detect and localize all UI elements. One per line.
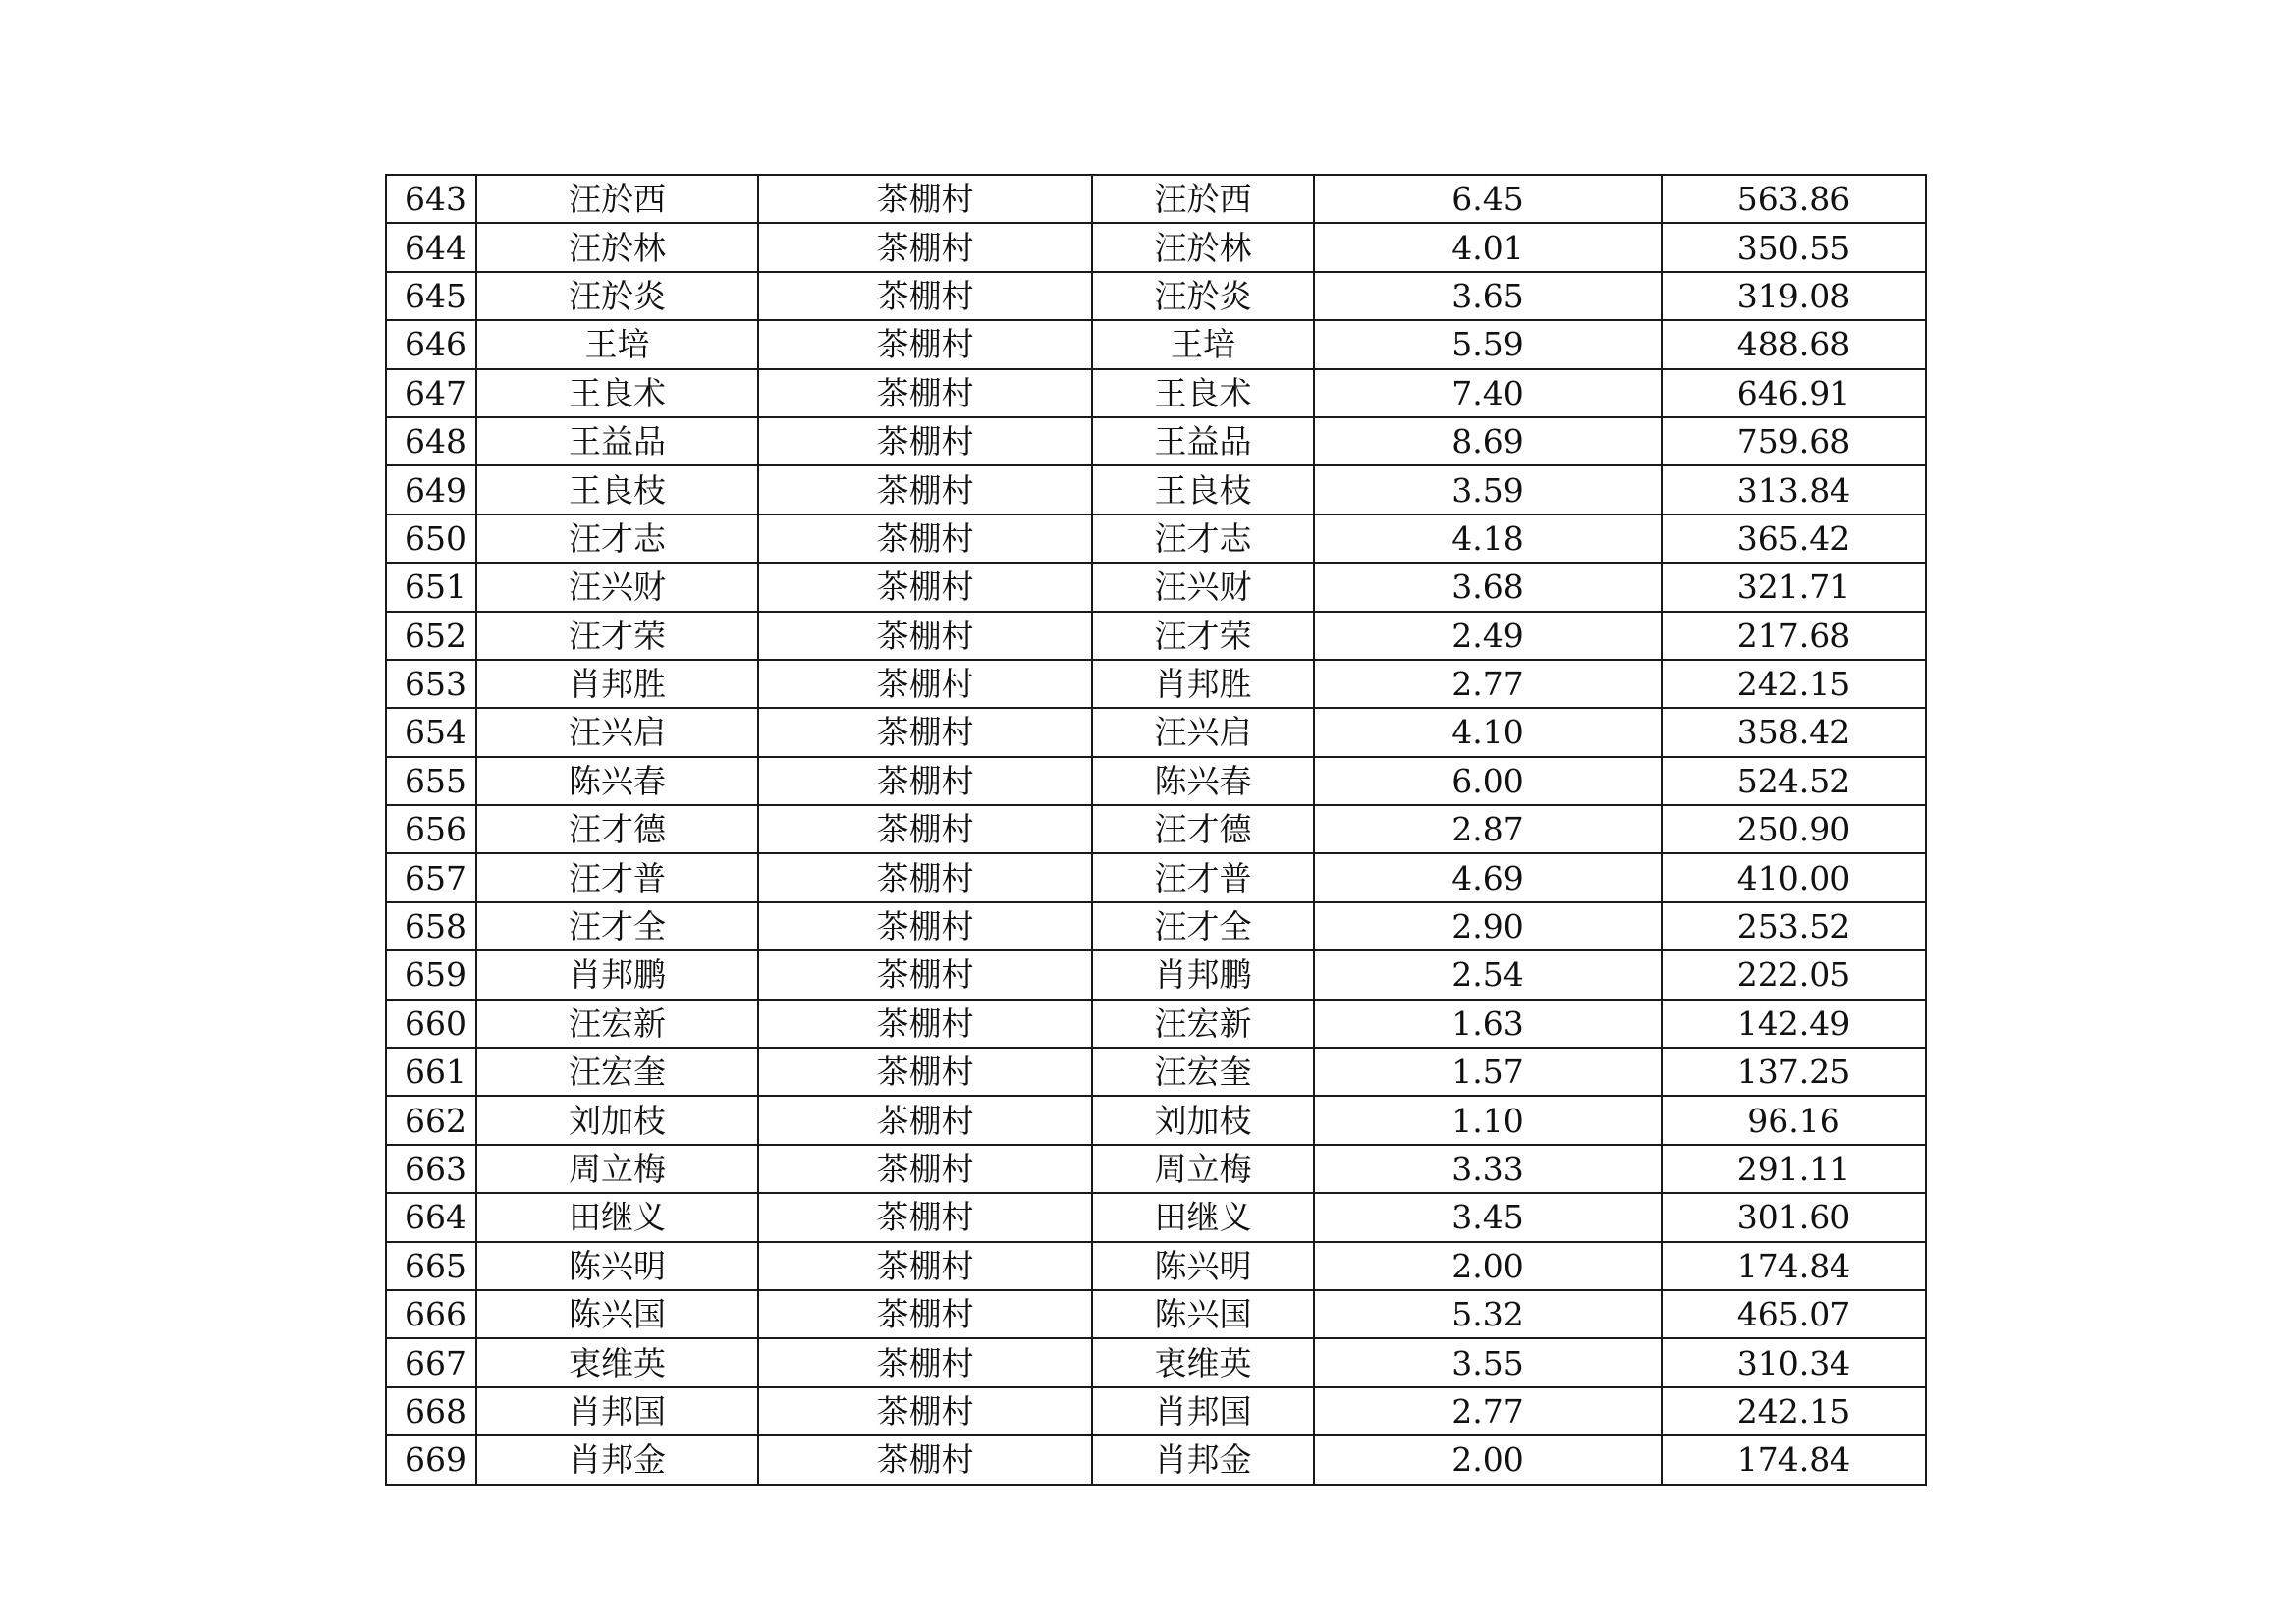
village-cell: 茶棚村 [758, 1242, 1092, 1290]
amount-cell: 321.71 [1662, 563, 1926, 611]
row-number-cell: 663 [386, 1145, 476, 1193]
area-cell: 2.00 [1314, 1435, 1662, 1484]
amount-cell: 524.52 [1662, 757, 1926, 805]
row-number-cell: 661 [386, 1048, 476, 1096]
table-row [386, 1145, 1926, 1193]
row-number-cell: 653 [386, 660, 476, 708]
name-cell: 陈兴春 [476, 757, 758, 805]
name-cell: 汪於西 [476, 175, 758, 223]
row-number-cell: 649 [386, 465, 476, 514]
name-cell: 肖邦国 [476, 1387, 758, 1435]
village-cell: 茶棚村 [758, 1000, 1092, 1048]
row-number-cell: 643 [386, 175, 476, 223]
village-cell: 茶棚村 [758, 757, 1092, 805]
amount-cell: 319.08 [1662, 272, 1926, 320]
amount-cell: 365.42 [1662, 514, 1926, 563]
name-cell: 肖邦鹏 [476, 950, 758, 999]
table-row [386, 708, 1926, 756]
amount-cell: 465.07 [1662, 1290, 1926, 1338]
person-cell: 汪才全 [1092, 902, 1314, 950]
table-row [386, 1387, 1926, 1435]
village-cell: 茶棚村 [758, 175, 1092, 223]
person-cell: 汪才志 [1092, 514, 1314, 563]
row-number-cell: 658 [386, 902, 476, 950]
person-cell: 周立梅 [1092, 1145, 1314, 1193]
area-cell: 1.63 [1314, 1000, 1662, 1048]
name-cell: 衷维英 [476, 1338, 758, 1386]
amount-cell: 301.60 [1662, 1193, 1926, 1241]
village-cell: 茶棚村 [758, 1435, 1092, 1484]
table-row [386, 660, 1926, 708]
name-cell: 汪兴财 [476, 563, 758, 611]
row-number-cell: 654 [386, 708, 476, 756]
row-number-cell: 667 [386, 1338, 476, 1386]
person-cell: 王益品 [1092, 417, 1314, 465]
row-number-cell: 659 [386, 950, 476, 999]
village-cell: 茶棚村 [758, 612, 1092, 660]
amount-cell: 242.15 [1662, 1387, 1926, 1435]
area-cell: 8.69 [1314, 417, 1662, 465]
name-cell: 肖邦胜 [476, 660, 758, 708]
person-cell: 汪於西 [1092, 175, 1314, 223]
table-row [386, 272, 1926, 320]
village-cell: 茶棚村 [758, 902, 1092, 950]
village-cell: 茶棚村 [758, 708, 1092, 756]
row-number-cell: 662 [386, 1096, 476, 1144]
person-cell: 汪才普 [1092, 853, 1314, 901]
person-cell: 汪宏奎 [1092, 1048, 1314, 1096]
area-cell: 3.65 [1314, 272, 1662, 320]
name-cell: 王良术 [476, 369, 758, 417]
table-row [386, 1242, 1926, 1290]
area-cell: 1.57 [1314, 1048, 1662, 1096]
name-cell: 王培 [476, 320, 758, 368]
table-row [386, 223, 1926, 271]
village-cell: 茶棚村 [758, 563, 1092, 611]
name-cell: 王益品 [476, 417, 758, 465]
village-cell: 茶棚村 [758, 950, 1092, 999]
person-cell: 王培 [1092, 320, 1314, 368]
area-cell: 5.59 [1314, 320, 1662, 368]
area-cell: 6.00 [1314, 757, 1662, 805]
amount-cell: 759.68 [1662, 417, 1926, 465]
table-row [386, 1435, 1926, 1484]
amount-cell: 217.68 [1662, 612, 1926, 660]
name-cell: 汪才普 [476, 853, 758, 901]
person-cell: 王良术 [1092, 369, 1314, 417]
row-number-cell: 665 [386, 1242, 476, 1290]
area-cell: 4.69 [1314, 853, 1662, 901]
amount-cell: 358.42 [1662, 708, 1926, 756]
village-cell: 茶棚村 [758, 805, 1092, 853]
person-cell: 刘加枝 [1092, 1096, 1314, 1144]
village-cell: 茶棚村 [758, 1387, 1092, 1435]
table-row [386, 1096, 1926, 1144]
name-cell: 陈兴国 [476, 1290, 758, 1338]
area-cell: 2.77 [1314, 660, 1662, 708]
person-cell: 田继义 [1092, 1193, 1314, 1241]
name-cell: 周立梅 [476, 1145, 758, 1193]
row-number-cell: 655 [386, 757, 476, 805]
area-cell: 3.33 [1314, 1145, 1662, 1193]
row-number-cell: 656 [386, 805, 476, 853]
row-number-cell: 660 [386, 1000, 476, 1048]
row-number-cell: 651 [386, 563, 476, 611]
person-cell: 陈兴春 [1092, 757, 1314, 805]
area-cell: 6.45 [1314, 175, 1662, 223]
table-row [386, 417, 1926, 465]
row-number-cell: 647 [386, 369, 476, 417]
table-row [386, 1338, 1926, 1386]
amount-cell: 250.90 [1662, 805, 1926, 853]
area-cell: 4.01 [1314, 223, 1662, 271]
area-cell: 5.32 [1314, 1290, 1662, 1338]
table-row [386, 320, 1926, 368]
table-row [386, 514, 1926, 563]
table-row [386, 369, 1926, 417]
row-number-cell: 657 [386, 853, 476, 901]
person-cell: 陈兴国 [1092, 1290, 1314, 1338]
area-cell: 2.49 [1314, 612, 1662, 660]
amount-cell: 310.34 [1662, 1338, 1926, 1386]
amount-cell: 410.00 [1662, 853, 1926, 901]
name-cell: 汪宏新 [476, 1000, 758, 1048]
amount-cell: 350.55 [1662, 223, 1926, 271]
row-number-cell: 650 [386, 514, 476, 563]
table-row [386, 757, 1926, 805]
name-cell: 田继义 [476, 1193, 758, 1241]
person-cell: 汪於炎 [1092, 272, 1314, 320]
person-cell: 汪於林 [1092, 223, 1314, 271]
person-cell: 汪宏新 [1092, 1000, 1314, 1048]
row-number-cell: 666 [386, 1290, 476, 1338]
amount-cell: 174.84 [1662, 1242, 1926, 1290]
village-cell: 茶棚村 [758, 1048, 1092, 1096]
amount-cell: 242.15 [1662, 660, 1926, 708]
village-cell: 茶棚村 [758, 660, 1092, 708]
person-cell: 衷维英 [1092, 1338, 1314, 1386]
amount-cell: 488.68 [1662, 320, 1926, 368]
village-cell: 茶棚村 [758, 1193, 1092, 1241]
area-cell: 1.10 [1314, 1096, 1662, 1144]
area-cell: 2.54 [1314, 950, 1662, 999]
row-number-cell: 652 [386, 612, 476, 660]
table-row [386, 465, 1926, 514]
name-cell: 刘加枝 [476, 1096, 758, 1144]
amount-cell: 96.16 [1662, 1096, 1926, 1144]
village-cell: 茶棚村 [758, 417, 1092, 465]
village-cell: 茶棚村 [758, 272, 1092, 320]
table-row [386, 805, 1926, 853]
name-cell: 汪宏奎 [476, 1048, 758, 1096]
area-cell: 4.10 [1314, 708, 1662, 756]
name-cell: 肖邦金 [476, 1435, 758, 1484]
amount-cell: 291.11 [1662, 1145, 1926, 1193]
name-cell: 陈兴明 [476, 1242, 758, 1290]
table-row [386, 612, 1926, 660]
amount-cell: 313.84 [1662, 465, 1926, 514]
row-number-cell: 646 [386, 320, 476, 368]
amount-cell: 137.25 [1662, 1048, 1926, 1096]
village-cell: 茶棚村 [758, 1145, 1092, 1193]
person-cell: 陈兴明 [1092, 1242, 1314, 1290]
area-cell: 2.00 [1314, 1242, 1662, 1290]
table-row [386, 902, 1926, 950]
village-cell: 茶棚村 [758, 514, 1092, 563]
amount-cell: 646.91 [1662, 369, 1926, 417]
village-cell: 茶棚村 [758, 320, 1092, 368]
person-cell: 肖邦金 [1092, 1435, 1314, 1484]
area-cell: 3.55 [1314, 1338, 1662, 1386]
person-cell: 汪兴财 [1092, 563, 1314, 611]
village-cell: 茶棚村 [758, 223, 1092, 271]
person-cell: 汪才荣 [1092, 612, 1314, 660]
name-cell: 汪才德 [476, 805, 758, 853]
village-cell: 茶棚村 [758, 369, 1092, 417]
table-row [386, 1193, 1926, 1241]
name-cell: 王良枝 [476, 465, 758, 514]
data-table [385, 174, 1927, 1486]
name-cell: 汪才荣 [476, 612, 758, 660]
name-cell: 汪兴启 [476, 708, 758, 756]
village-cell: 茶棚村 [758, 1338, 1092, 1386]
person-cell: 肖邦胜 [1092, 660, 1314, 708]
person-cell: 汪兴启 [1092, 708, 1314, 756]
person-cell: 肖邦鹏 [1092, 950, 1314, 999]
name-cell: 汪於炎 [476, 272, 758, 320]
table-row [386, 1048, 1926, 1096]
area-cell: 7.40 [1314, 369, 1662, 417]
name-cell: 汪於林 [476, 223, 758, 271]
name-cell: 汪才全 [476, 902, 758, 950]
amount-cell: 222.05 [1662, 950, 1926, 999]
table-row [386, 1000, 1926, 1048]
name-cell: 汪才志 [476, 514, 758, 563]
table-row [386, 950, 1926, 999]
table-row [386, 175, 1926, 223]
table-row [386, 1290, 1926, 1338]
row-number-cell: 644 [386, 223, 476, 271]
person-cell: 王良枝 [1092, 465, 1314, 514]
village-cell: 茶棚村 [758, 1290, 1092, 1338]
table-row [386, 563, 1926, 611]
row-number-cell: 668 [386, 1387, 476, 1435]
village-cell: 茶棚村 [758, 465, 1092, 514]
area-cell: 4.18 [1314, 514, 1662, 563]
amount-cell: 142.49 [1662, 1000, 1926, 1048]
village-cell: 茶棚村 [758, 853, 1092, 901]
row-number-cell: 669 [386, 1435, 476, 1484]
table-body [386, 175, 1926, 1485]
amount-cell: 563.86 [1662, 175, 1926, 223]
row-number-cell: 664 [386, 1193, 476, 1241]
area-cell: 2.87 [1314, 805, 1662, 853]
person-cell: 肖邦国 [1092, 1387, 1314, 1435]
amount-cell: 174.84 [1662, 1435, 1926, 1484]
area-cell: 3.68 [1314, 563, 1662, 611]
area-cell: 3.59 [1314, 465, 1662, 514]
amount-cell: 253.52 [1662, 902, 1926, 950]
area-cell: 2.90 [1314, 902, 1662, 950]
row-number-cell: 645 [386, 272, 476, 320]
area-cell: 2.77 [1314, 1387, 1662, 1435]
row-number-cell: 648 [386, 417, 476, 465]
area-cell: 3.45 [1314, 1193, 1662, 1241]
person-cell: 汪才德 [1092, 805, 1314, 853]
village-cell: 茶棚村 [758, 1096, 1092, 1144]
table-row [386, 853, 1926, 901]
